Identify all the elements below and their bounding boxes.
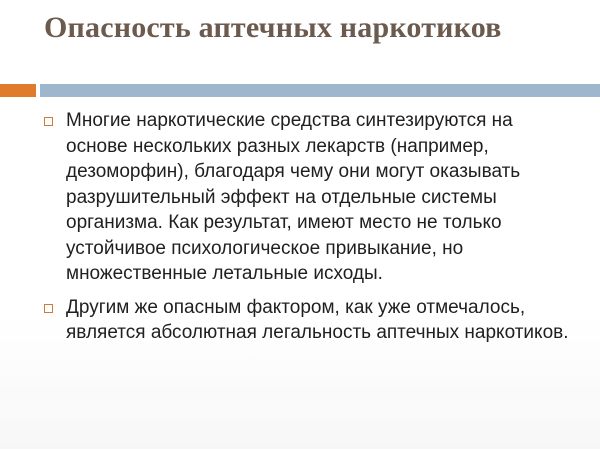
bullet-item [44,108,579,287]
bullet-list [44,108,579,354]
accent-bar-blue [40,84,600,97]
hollow-square-bullet-icon [44,117,53,126]
hollow-square-bullet-icon [44,304,53,313]
bullet-text: Многие наркотические средства синтезируются на основе нескольких разных лекарств (например, дезоморфин), благодаря чему они могут оказывать разрушительный эффект на отдельные системы организма. Как результат, имеют место не только устойчивое психологическое привыкание, но множественные летальные исходы. [66,110,521,284]
slide-title: Опасность аптечных наркотиков [44,11,502,44]
bullet-text: Другим же опасным фактором, как уже отмечалось, является абсолютная легальность аптечных наркотиков. [66,296,569,343]
bullet-item [44,295,579,346]
accent-bar-orange [0,84,36,97]
